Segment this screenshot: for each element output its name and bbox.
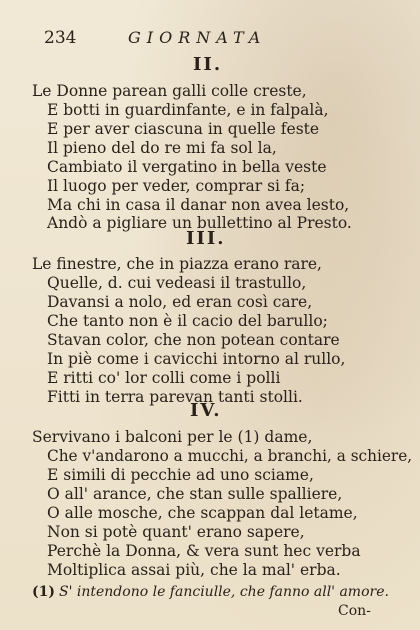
verse-line: Che tanto non è il cacio del barullo;: [47, 312, 328, 330]
verse-line: Le Donne parean galli colle creste,: [32, 82, 307, 100]
verse-line: Le finestre, che in piazza erano rare,: [32, 255, 322, 273]
verse-line: Cambiato il vergatino in bella veste: [47, 158, 327, 176]
verse-line: Non si potè quant' erano sapere,: [47, 523, 305, 541]
verse-line: Il luogo per veder, comprar si fa;: [47, 177, 306, 195]
verse-line: Il pieno del do re mi fa sol la,: [47, 139, 277, 157]
section-numeral: III.: [186, 228, 226, 249]
footnote-text: S' intendono le fanciulle, che fanno all' amore.: [59, 584, 389, 600]
section-numeral: IV.: [190, 400, 222, 421]
verse-line: Perchè la Donna, & vera sunt hec verba: [47, 542, 361, 560]
verse-line: E simili di pecchie ad uno sciame,: [47, 466, 314, 484]
footnote-marker: (1): [32, 584, 55, 600]
verse-line: Servivano i balconi per le (1) dame,: [32, 428, 313, 446]
section-numeral: II.: [193, 54, 223, 75]
verse-line: O all' arance, che stan sulle spalliere,: [47, 485, 343, 503]
running-head: GIORNATA: [128, 28, 267, 47]
page-header: [44, 28, 290, 50]
verse-line: Che v'andarono a mucchi, a branchi, a schiere,: [47, 447, 413, 465]
catchword: Con-: [338, 603, 371, 619]
verse-line: Davansi a nolo, ed eran così care,: [47, 293, 313, 311]
verse-line: Fitti in terra parevan tanti stolli.: [47, 388, 303, 406]
verse-line: Moltiplica assai più, che la mal' erba.: [47, 561, 341, 579]
verse-line: Ma chi in casa il danar non avea lesto,: [47, 196, 350, 214]
footnote: [32, 584, 389, 600]
verse-line: Quelle, d. cui vedeasi il trastullo,: [47, 274, 307, 292]
verse-line: O alle mosche, che scappan dal letame,: [47, 504, 358, 522]
verse-line: Andò a pigliare un bullettino al Presto.: [47, 214, 352, 232]
page-number: 234: [44, 28, 77, 48]
verse-line: E per aver ciascuna in quelle feste: [47, 120, 320, 138]
verse-line: In piè come i cavicchi intorno al rullo,: [47, 350, 346, 368]
verse-line: E botti in guardinfante, e in falpalà,: [47, 101, 329, 119]
verse-line: Stavan color, che non potean contare: [47, 331, 340, 349]
verse-line: E ritti co' lor colli come i polli: [47, 369, 281, 387]
